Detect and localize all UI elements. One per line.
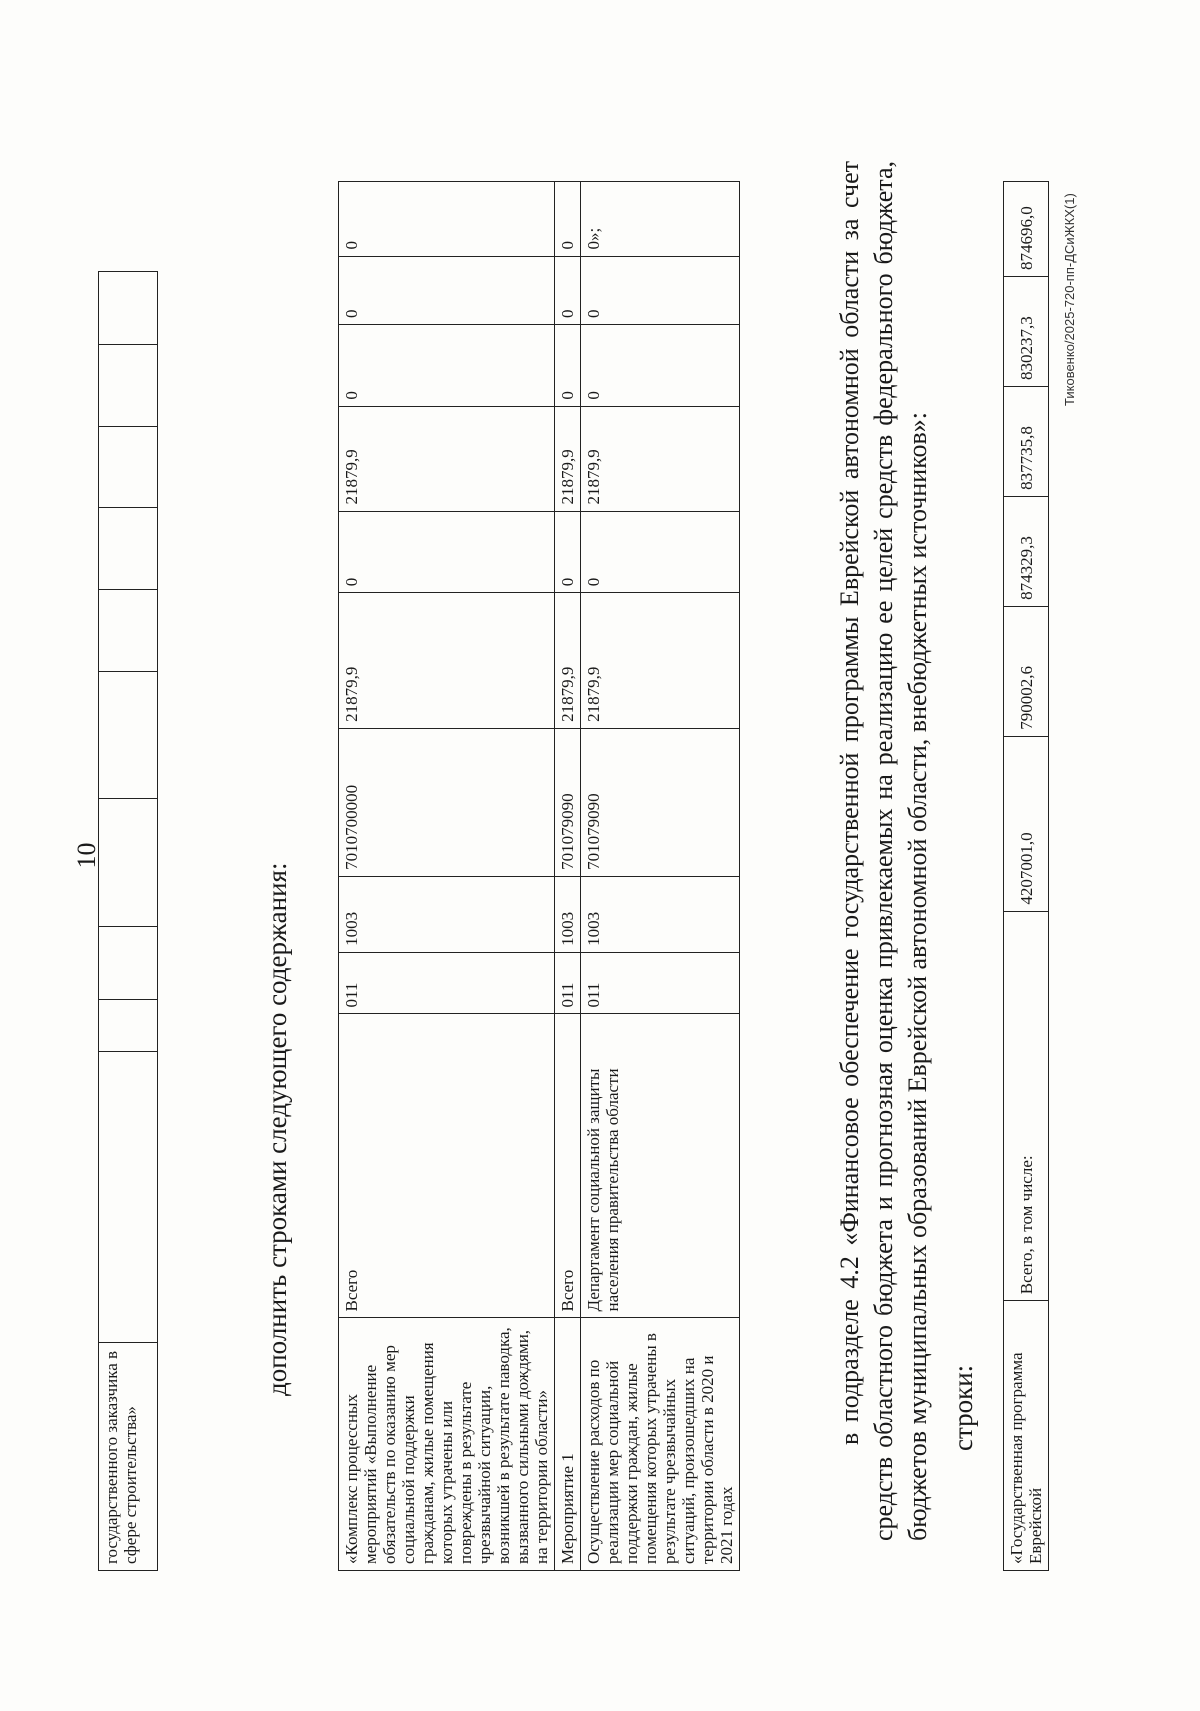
empty-cell [99,671,158,799]
year-value: 0 [581,256,740,324]
empty-cell [99,345,158,427]
total-value: 4207001,0 [1004,736,1049,911]
table-row [1004,182,1049,1571]
year-value: 830237,3 [1004,277,1049,387]
grbs-code: 011 [555,952,581,1014]
previous-table-fragment [98,271,158,1571]
total-value: 21879,9 [339,593,555,729]
year-value: 874696,0 [1004,182,1049,277]
year-value: 0 [339,182,555,257]
row-executor: Всего [555,1014,581,1318]
table-row [339,182,555,1571]
add-rows-instruction: дополнить строками следующего содержания: [262,862,292,1396]
year-value: 837735,8 [1004,386,1049,496]
year-value: 0 [581,325,740,407]
rzpr-code: 1003 [581,876,740,952]
year-value: 0»; [581,182,740,257]
empty-cell [99,1052,158,1343]
subsection-paragraph: в подразделе 4.2 «Финансовое обеспечение государственной программы Еврейской автономной области за счет средств областного бюджета и прогнозная оценка привлекаемых на реализацию ее целей средств федерального бюджета, бюджетов муниципальных образований Еврейской автономной области, внебюджетных источников»: [835,161,932,1541]
year-value: 790002,6 [1004,606,1049,736]
year-value: 0 [339,256,555,324]
year-value: 21879,9 [581,406,740,511]
total-value: 21879,9 [555,593,581,729]
row-name: Осуществление расходов по реализации мер социальной поддержки граждан, жилые помещения которых утрачены в результате чрезвычайных ситуаций, произошедших на территории области в 2020 и 2021 годах [581,1318,740,1571]
table-row [555,182,581,1571]
customer-cell: государственного заказчика в сфере строительства» [99,1343,158,1571]
year-value: 0 [581,511,740,593]
csr-code: 7010700000 [339,728,555,876]
table-row [581,182,740,1571]
grbs-code: 011 [581,952,740,1014]
rzpr-code: 1003 [339,876,555,952]
year-value: 0 [555,511,581,593]
csr-code: 701079090 [555,728,581,876]
empty-cell [99,426,158,508]
year-value: 0 [555,182,581,257]
total-value: 21879,9 [581,593,740,729]
row-executor: Департамент социальной защиты населения правительства области [581,1014,740,1318]
year-value: 21879,9 [339,406,555,511]
empty-cell [99,799,158,927]
program-rows-table [338,181,740,1571]
rows-label: строки: [948,1364,978,1451]
empty-cell [99,926,158,999]
csr-code: 701079090 [581,728,740,876]
empty-cell [99,272,158,345]
year-value: 0 [555,256,581,324]
empty-cell [99,1000,158,1052]
rzpr-code: 1003 [555,876,581,952]
year-value: 874329,3 [1004,496,1049,606]
year-value: 0 [339,511,555,593]
page-number: 10 [72,842,101,869]
row-name: Мероприятие 1 [555,1318,581,1571]
document-code: Тиковенко/2025-720-пп-ДСиЖКХ(1) [1062,193,1077,406]
grbs-code: 011 [339,952,555,1014]
year-value: 0 [339,325,555,407]
empty-cell [99,508,158,590]
row-executor: Всего [339,1014,555,1318]
table-row [99,272,158,1571]
program-name: «Государственная программа Еврейской [1004,1301,1049,1571]
source-cell: Всего, в том числе: [1004,911,1049,1301]
row-name: «Комплекс процессных мероприятий «Выполнение обязательств по оказанию мер социальной поддержки гражданам, жилые помещения которых утрачены или повреждены в результате чрезвычайной ситуации, возникшей в результате паводка, вызванного сильными дождями, на территории области» [339,1318,555,1571]
year-value: 0 [555,325,581,407]
empty-cell [99,590,158,672]
year-value: 21879,9 [555,406,581,511]
financing-table-fragment [1003,181,1049,1571]
